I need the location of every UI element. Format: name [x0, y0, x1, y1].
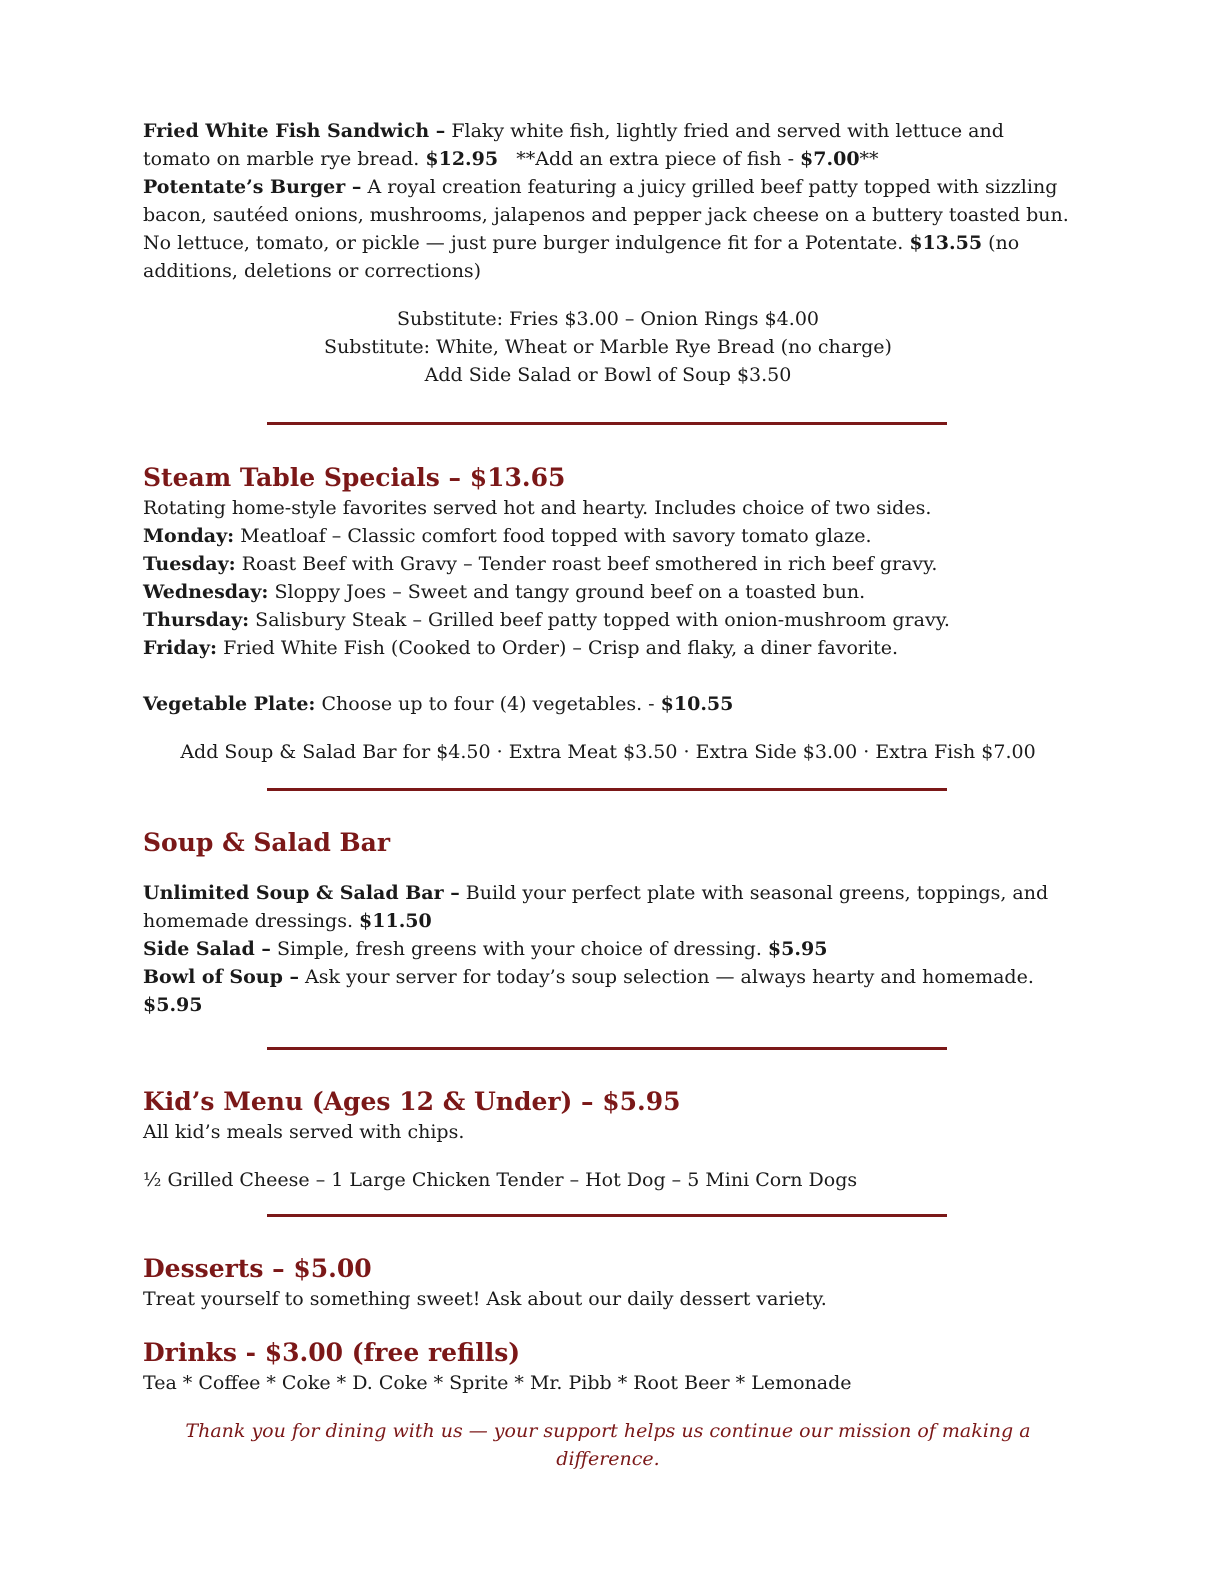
- item-name: Bowl of Soup –: [143, 966, 299, 988]
- steam-extras: Add Soup & Salad Bar for $4.50 · Extra Meat $3.50 · Extra Side $3.00 · Extra Fish $7.00: [180, 741, 1036, 763]
- soup-title: Soup & Salad Bar: [143, 828, 390, 857]
- fish-addon-price: $7.00: [800, 148, 860, 170]
- substitute-side: Add Side Salad or Bowl of Soup $3.50: [424, 364, 792, 386]
- item-desc: Ask your server for today’s soup selection — always hearty and homemade.: [305, 966, 1034, 988]
- fish-sandwich-price: $12.95: [425, 148, 499, 170]
- desserts-text: Treat yourself to something sweet! Ask about our daily dessert variety.: [143, 1288, 827, 1310]
- item-price: $5.95: [767, 938, 828, 960]
- day-dish: Sloppy Joes – Sweet and tangy ground beef on a toasted bun.: [274, 581, 866, 603]
- day-label: Friday:: [143, 637, 218, 659]
- burger-desc: A royal creation featuring a juicy grilled beef patty topped with sizzling bacon, sautéed onions, mushrooms, jalapenos and pepper jack cheese on a buttery toasted bun. No lettuce, tomato, or pickle — just pure burger indulgence fit for a Potentate.: [143, 176, 1069, 254]
- day-label: Monday:: [143, 525, 235, 547]
- drinks-title: Drinks - $3.00 (free refills): [143, 1338, 521, 1367]
- steam-tuesday: [143, 550, 1073, 578]
- steam-monday: [143, 522, 1073, 550]
- burger-item: [143, 173, 1073, 285]
- menu-page: [143, 117, 1073, 1473]
- day-label: Tuesday:: [143, 553, 236, 575]
- kids-title: Kid’s Menu (Ages 12 & Under) – $5.95: [143, 1087, 681, 1116]
- fish-addon-text: **Add an extra piece of fish -: [516, 148, 794, 170]
- steam-friday: [143, 634, 1073, 662]
- kids-intro: All kid’s meals served with chips.: [143, 1121, 465, 1143]
- burger-price: $13.55: [909, 232, 983, 254]
- vegetable-plate-label: Vegetable Plate:: [143, 693, 316, 715]
- steam-intro: Rotating home-style favorites served hot and hearty. Includes choice of two sides.: [143, 497, 932, 519]
- kids-items: ½ Grilled Cheese – 1 Large Chicken Tender – Hot Dog – 5 Mini Corn Dogs: [143, 1169, 858, 1191]
- fish-sandwich-name: Fried White Fish Sandwich –: [143, 120, 446, 142]
- substitute-fries: Substitute: Fries $3.00 – Onion Rings $4.00: [397, 308, 819, 330]
- day-label: Wednesday:: [143, 581, 269, 603]
- fish-addon-suffix: **: [859, 148, 879, 170]
- vegetable-plate-price: $10.55: [660, 693, 734, 715]
- drinks-list: Tea * Coffee * Coke * D. Coke * Sprite * Mr. Pibb * Root Beer * Lemonade: [143, 1372, 852, 1394]
- side-salad-item: [143, 935, 1073, 963]
- desserts-title: Desserts – $5.00: [143, 1254, 372, 1283]
- steam-wednesday: [143, 578, 1073, 606]
- thank-you-message: Thank you for dining with us — your support helps us continue our mission of making a difference.: [185, 1420, 1031, 1470]
- item-name: Side Salad –: [143, 938, 271, 960]
- vegetable-plate-desc: Choose up to four (4) vegetables. -: [321, 693, 655, 715]
- item-price: $11.50: [359, 910, 432, 932]
- item-price: $5.95: [143, 994, 203, 1016]
- soup-salad-bar-item: [143, 879, 1073, 935]
- item-desc: Simple, fresh greens with your choice of dressing.: [276, 938, 762, 960]
- steam-title: Steam Table Specials – $13.65: [143, 463, 566, 492]
- day-dish: Roast Beef with Gravy – Tender roast beef smothered in rich beef gravy.: [241, 553, 938, 575]
- item-name: Unlimited Soup & Salad Bar –: [143, 882, 460, 904]
- bowl-of-soup-item: [143, 963, 1073, 1019]
- steam-thursday: [143, 606, 1073, 634]
- item-desc: Build your perfect plate with seasonal greens, toppings, and homemade dressings.: [143, 882, 1049, 932]
- burger-name: Potentate’s Burger –: [143, 176, 362, 198]
- fish-sandwich-desc: Flaky white fish, lightly fried and served with lettuce and tomato on marble rye bread.: [143, 120, 1004, 170]
- day-dish: Salisbury Steak – Grilled beef patty topped with onion-mushroom gravy.: [255, 609, 950, 631]
- substitute-bread: Substitute: White, Wheat or Marble Rye Bread (no charge): [324, 336, 892, 358]
- day-dish: Meatloaf – Classic comfort food topped with savory tomato glaze.: [240, 525, 872, 547]
- day-dish: Fried White Fish (Cooked to Order) – Crisp and flaky, a diner favorite.: [223, 637, 899, 659]
- burger-note: (no additions, deletions or corrections): [143, 232, 1020, 282]
- day-label: Thursday:: [143, 609, 250, 631]
- vegetable-plate: [143, 690, 1073, 718]
- fish-sandwich-item: [143, 117, 1073, 173]
